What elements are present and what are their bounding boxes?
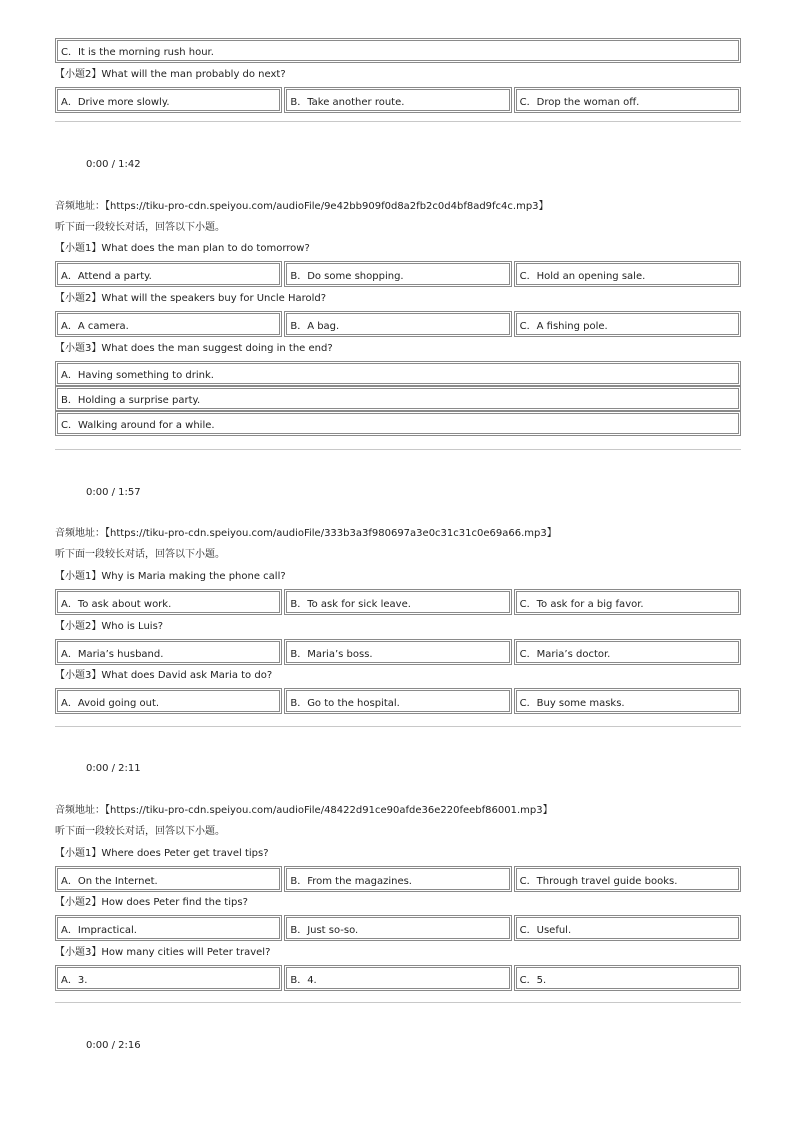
- option-row: [55, 411, 741, 436]
- question-label: 【小题1】Why is Maria making the phone call?: [55, 571, 286, 582]
- option-c[interactable]: C．Useful.: [514, 915, 741, 941]
- option-row: [55, 688, 741, 714]
- option-row: [55, 261, 741, 287]
- option-b[interactable]: B．Just so-so.: [284, 915, 511, 941]
- audio-url-label: 音频地址：【https://tiku-pro-cdn.speiyou.com/audioFile/9e42bb909f0d8a2fb2c0d4bf8ad9fc4c.mp3】: [55, 201, 549, 212]
- option-c[interactable]: C．A fishing pole.: [514, 311, 741, 337]
- audio-player-time[interactable]: 0:00 / 2:11: [86, 763, 141, 774]
- audio-url-label: 音频地址：【https://tiku-pro-cdn.speiyou.com/audioFile/333b3a3f980697a3e0c31c31c0e69a66.mp3】: [55, 528, 557, 539]
- option-b[interactable]: B．Go to the hospital.: [284, 688, 511, 714]
- option-c[interactable]: C．Walking around for a while.: [55, 411, 741, 436]
- question-label: 【小题3】What does the man suggest doing in the end?: [55, 343, 333, 354]
- option-c[interactable]: C．Drop the woman off.: [514, 87, 741, 113]
- question-label: 【小题2】How does Peter find the tips?: [55, 897, 248, 908]
- audio-player-time[interactable]: 0:00 / 1:57: [86, 487, 141, 498]
- option-row: [55, 87, 741, 113]
- option-b[interactable]: B．Do some shopping.: [284, 261, 511, 287]
- question-label: 【小题1】What does the man plan to do tomorrow?: [55, 243, 310, 254]
- audio-player-time[interactable]: 0:00 / 2:16: [86, 1040, 141, 1051]
- option-row: [55, 311, 741, 337]
- option-b[interactable]: B．Take another route.: [284, 87, 511, 113]
- divider: [55, 449, 741, 450]
- option-b[interactable]: B．Maria’s boss.: [284, 639, 511, 665]
- option-row: [55, 639, 741, 665]
- question-label: 【小题3】What does David ask Maria to do?: [55, 670, 273, 681]
- option-a[interactable]: A．Having something to drink.: [55, 361, 741, 386]
- option-a[interactable]: A．On the Internet.: [55, 866, 282, 892]
- question-label: 【小题2】Who is Luis?: [55, 621, 164, 632]
- question-label: 【小题1】Where does Peter get travel tips?: [55, 848, 269, 859]
- option-row: [55, 915, 741, 941]
- option-c[interactable]: C．Hold an opening sale.: [514, 261, 741, 287]
- question-label: 【小题2】What will the man probably do next?: [55, 69, 286, 80]
- audio-url-label: 音频地址：【https://tiku-pro-cdn.speiyou.com/audioFile/48422d91ce90afde36e220feebf86001.mp3】: [55, 805, 553, 816]
- option-a[interactable]: A．A camera.: [55, 311, 282, 337]
- option-row: [55, 361, 741, 386]
- instruction-text: 听下面一段较长对话，回答以下小题。: [55, 222, 225, 233]
- option-c[interactable]: C．Maria’s doctor.: [514, 639, 741, 665]
- divider: [55, 121, 741, 122]
- divider: [55, 1002, 741, 1003]
- option-a[interactable]: A．Avoid going out.: [55, 688, 282, 714]
- option-row: [55, 866, 741, 892]
- option-a[interactable]: A．Maria’s husband.: [55, 639, 282, 665]
- option-b[interactable]: B．Holding a surprise party.: [55, 386, 741, 411]
- option-a[interactable]: A．Drive more slowly.: [55, 87, 282, 113]
- option-row: [55, 589, 741, 615]
- question-label: 【小题3】How many cities will Peter travel?: [55, 947, 271, 958]
- option-row: [55, 965, 741, 991]
- option-c[interactable]: C．5.: [514, 965, 741, 991]
- instruction-text: 听下面一段较长对话，回答以下小题。: [55, 826, 225, 837]
- option-c[interactable]: C．To ask for a big favor.: [514, 589, 741, 615]
- option-a[interactable]: A．Attend a party.: [55, 261, 282, 287]
- instruction-text: 听下面一段较长对话，回答以下小题。: [55, 549, 225, 560]
- option-a[interactable]: A．3.: [55, 965, 282, 991]
- option-b[interactable]: B．A bag.: [284, 311, 511, 337]
- option-row: [55, 38, 741, 63]
- option-c[interactable]: C．Through travel guide books.: [514, 866, 741, 892]
- option-c[interactable]: C．It is the morning rush hour.: [55, 38, 741, 63]
- option-c[interactable]: C．Buy some masks.: [514, 688, 741, 714]
- option-a[interactable]: A．To ask about work.: [55, 589, 282, 615]
- option-b[interactable]: B．To ask for sick leave.: [284, 589, 511, 615]
- divider: [55, 726, 741, 727]
- option-row: [55, 386, 741, 411]
- question-label: 【小题2】What will the speakers buy for Uncle Harold?: [55, 293, 327, 304]
- option-b[interactable]: B．From the magazines.: [284, 866, 511, 892]
- option-a[interactable]: A．Impractical.: [55, 915, 282, 941]
- option-b[interactable]: B．4.: [284, 965, 511, 991]
- audio-player-time[interactable]: 0:00 / 1:42: [86, 159, 141, 170]
